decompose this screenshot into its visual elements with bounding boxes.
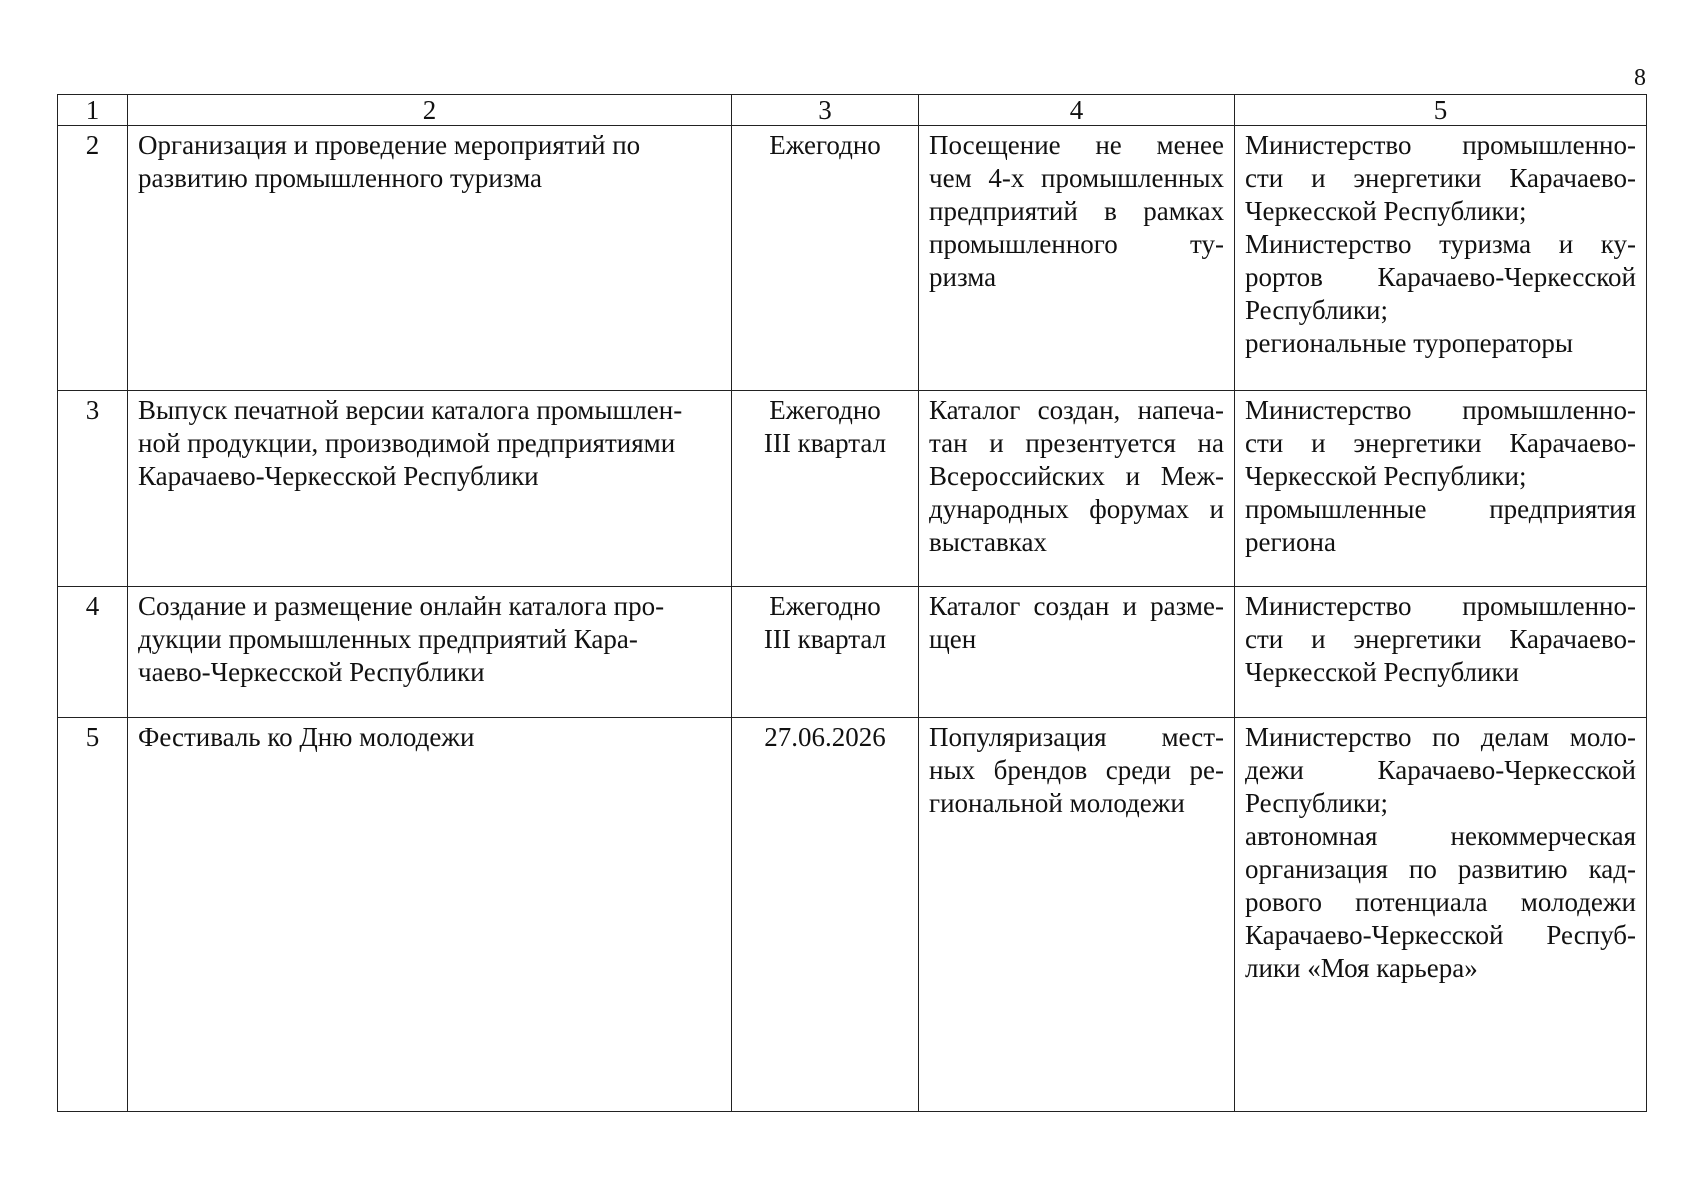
result-line: гиональной молодежи	[929, 788, 1185, 818]
result-line: дународных форумах и	[929, 494, 1224, 524]
activity-line: Создание и размещение онлайн каталога про-	[138, 591, 665, 621]
term-line: 27.06.2026	[764, 722, 886, 752]
result-line: тан и презентуется на	[929, 428, 1224, 458]
responsible-line: дежи Карачаево-Черкесской	[1245, 755, 1636, 785]
result-cell	[919, 391, 1235, 587]
row-number: 3	[58, 391, 128, 587]
responsible-cell	[1235, 391, 1647, 587]
term-line: Ежегодно	[769, 395, 881, 425]
responsible-line: Министерство по делам моло-	[1245, 722, 1636, 752]
result-line: ных брендов среди ре-	[929, 755, 1224, 785]
term-line: Ежегодно	[769, 130, 881, 160]
activity-line: Выпуск печатной версии каталога промышлен-	[138, 395, 683, 425]
responsible-line: лики «Моя карьера»	[1245, 953, 1478, 983]
responsible-cell	[1235, 126, 1647, 391]
responsible-line: организация по развитию кад-	[1245, 854, 1636, 884]
table-row	[58, 391, 1647, 587]
header-cell: 5	[1235, 95, 1647, 126]
result-cell	[919, 587, 1235, 718]
responsible-line: сти и энергетики Карачаево-	[1245, 163, 1636, 193]
result-line: предприятий в рамках	[929, 196, 1224, 226]
term-cell	[732, 718, 919, 1112]
term-line: Ежегодно	[769, 591, 881, 621]
result-line: промышленного ту-	[929, 229, 1224, 259]
result-line: чем 4-х промышленных	[929, 163, 1224, 193]
responsible-line: промышленные предприятия	[1245, 494, 1636, 524]
result-line: Популяризация мест-	[929, 722, 1224, 752]
result-line: щен	[929, 624, 977, 654]
row-number: 4	[58, 587, 128, 718]
result-line: Каталог создан и разме-	[929, 591, 1224, 621]
responsible-line: рового потенциала молодежи	[1245, 887, 1636, 917]
responsible-line: Черкесской Республики	[1245, 657, 1519, 687]
result-line: ризма	[929, 262, 997, 292]
responsible-line: Министерство промышленно-	[1245, 130, 1636, 160]
result-line: Посещение не менее	[929, 130, 1224, 160]
activity-cell	[128, 126, 732, 391]
responsible-line: региональные туроператоры	[1245, 328, 1574, 358]
term-line: III квартал	[763, 624, 887, 654]
result-line: выставках	[929, 527, 1047, 557]
activity-line: Фестиваль ко Дню молодежи	[138, 722, 475, 752]
responsible-line: Республики;	[1245, 295, 1388, 325]
header-cell: 1	[58, 95, 128, 126]
result-cell	[919, 126, 1235, 391]
header-cell: 3	[732, 95, 919, 126]
result-cell	[919, 718, 1235, 1112]
term-cell	[732, 126, 919, 391]
activity-line: развитию промышленного туризма	[138, 163, 543, 193]
term-cell	[732, 587, 919, 718]
responsible-line: Карачаево-Черкесской Респуб-	[1245, 920, 1636, 950]
responsible-cell	[1235, 718, 1647, 1112]
responsible-line: Черкесской Республики;	[1245, 196, 1527, 226]
responsible-line: Республики;	[1245, 788, 1388, 818]
row-number: 2	[58, 126, 128, 391]
responsible-line: автономная некоммерческая	[1245, 821, 1636, 851]
responsible-line: рортов Карачаево-Черкесской	[1245, 262, 1636, 292]
result-line: Каталог создан, напеча-	[929, 395, 1224, 425]
page-number: 8	[1634, 65, 1646, 91]
plan-table	[57, 94, 1647, 1112]
term-line: III квартал	[763, 428, 887, 458]
activity-cell	[128, 587, 732, 718]
table-row	[58, 126, 1647, 391]
responsible-line: региона	[1245, 527, 1336, 557]
activity-line: Карачаево-Черкесской Республики	[138, 461, 539, 491]
header-cell: 2	[128, 95, 732, 126]
result-line: Всероссийских и Меж-	[929, 461, 1224, 491]
activity-line: дукции промышленных предприятий Кара-	[138, 624, 638, 654]
activity-line: чаево-Черкесской Республики	[138, 657, 485, 687]
table-row	[58, 587, 1647, 718]
responsible-line: Черкесской Республики;	[1245, 461, 1527, 491]
activity-cell	[128, 718, 732, 1112]
activity-cell	[128, 391, 732, 587]
row-number: 5	[58, 718, 128, 1112]
responsible-line: сти и энергетики Карачаево-	[1245, 624, 1636, 654]
activity-line: ной продукции, производимой предприятиями	[138, 428, 676, 458]
activity-line: Организация и проведение мероприятий по	[138, 130, 641, 160]
responsible-line: Министерство туризма и ку-	[1245, 229, 1636, 259]
responsible-cell	[1235, 587, 1647, 718]
responsible-line: сти и энергетики Карачаево-	[1245, 428, 1636, 458]
table-header-row	[58, 95, 1647, 126]
term-cell	[732, 391, 919, 587]
responsible-line: Министерство промышленно-	[1245, 591, 1636, 621]
responsible-line: Министерство промышленно-	[1245, 395, 1636, 425]
table-row	[58, 718, 1647, 1112]
header-cell: 4	[919, 95, 1235, 126]
